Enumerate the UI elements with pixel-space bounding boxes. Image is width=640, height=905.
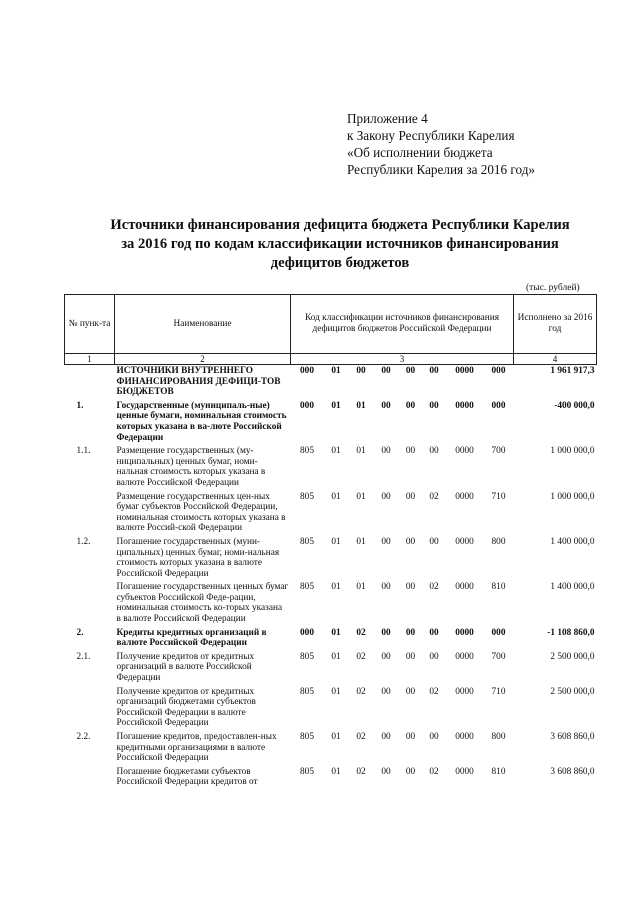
code-segment: 00 — [429, 627, 439, 638]
code-segment: 00 — [381, 627, 391, 638]
code-segment: 0000 — [455, 766, 474, 777]
code-segment: 00 — [356, 366, 366, 376]
code-segment: 0000 — [455, 582, 474, 593]
code-segment: 02 — [429, 491, 439, 502]
row-number: 1. — [76, 400, 84, 411]
row-number: 2.1. — [76, 651, 91, 662]
title-line: Источники финансирования дефицита бюджета Республики Карелия — [110, 217, 570, 233]
code-segment: 00 — [381, 536, 391, 547]
code-segment: 000 — [300, 366, 314, 376]
table-row — [65, 536, 597, 581]
table-row — [65, 581, 597, 626]
code-segment: 00 — [381, 686, 391, 697]
code-segment: 710 — [491, 491, 506, 502]
code-segment: 810 — [491, 766, 506, 777]
code-segment: 800 — [491, 732, 506, 742]
row-amount: 1 961 917,3 — [550, 366, 595, 376]
row-number: 2. — [76, 627, 84, 638]
row-name: Погашение государственных (муни-ципальных) ценных бумаг, номи-нальная стоимость которых указана в валюте Российской Федерации — [116, 536, 280, 579]
table-row — [65, 400, 597, 445]
header-code: Код классификации источников финансирования дефицитов бюджетов Российской Федерации — [291, 295, 514, 354]
appendix-block — [347, 110, 535, 178]
row-amount: 3 608 860,0 — [550, 732, 595, 742]
code-segment: 00 — [405, 366, 416, 376]
code-segment: 02 — [429, 766, 439, 777]
code-segment: 00 — [405, 400, 416, 411]
table-row — [65, 766, 597, 790]
code-segment: 00 — [429, 651, 439, 662]
table-row — [65, 365, 597, 400]
code-segment: 00 — [429, 732, 439, 742]
row-amount: 1 000 000,0 — [550, 446, 595, 457]
row-amount: 1 400 000,0 — [550, 582, 595, 593]
row-amount: -400 000,0 — [554, 400, 595, 411]
row-name: Размещение государственных (му-ниципальных) ценных бумаг, номи-нальная стоимость которых указана в валюте Российской Федерации — [116, 446, 266, 488]
code-segment: 0000 — [455, 366, 474, 376]
row-amount: -1 108 860,0 — [547, 627, 595, 638]
code-segment: 00 — [405, 536, 416, 547]
code-segment: 710 — [491, 686, 506, 697]
row-number — [65, 491, 115, 536]
code-segment: 00 — [429, 400, 439, 411]
row-amount: 3 608 860,0 — [550, 766, 595, 777]
code-segment: 00 — [381, 766, 391, 777]
code-segment: 01 — [331, 732, 341, 742]
code-segment: 805 — [300, 536, 314, 547]
column-number: 2 — [115, 354, 291, 365]
row-name: Получение кредитов от кредитных организаций в валюте Российской Федерации — [116, 651, 255, 684]
row-number: 2.2. — [76, 732, 91, 742]
code-segment: 810 — [491, 582, 506, 593]
code-segment: 00 — [405, 732, 416, 742]
appendix-line: Республики Карелия за 2016 год» — [347, 162, 536, 177]
appendix-line: к Закону Республики Карелия — [347, 128, 515, 143]
table-body — [65, 365, 597, 790]
code-segment: 02 — [356, 651, 366, 662]
code-segment: 00 — [405, 491, 416, 502]
header-num: № пунк-та — [65, 295, 115, 354]
code-segment: 000 — [491, 400, 506, 411]
row-amount: 1 000 000,0 — [550, 491, 595, 502]
code-segment: 00 — [381, 732, 391, 742]
code-segment: 01 — [331, 446, 341, 457]
code-segment: 805 — [300, 766, 314, 777]
code-segment: 01 — [356, 582, 366, 593]
code-segment: 00 — [381, 491, 391, 502]
row-name: ИСТОЧНИКИ ВНУТРЕННЕГО ФИНАНСИРОВАНИЯ ДЕФИЦИ-ТОВ БЮДЖЕТОВ — [116, 366, 281, 398]
code-segment: 0000 — [455, 732, 474, 742]
code-segment: 805 — [300, 582, 314, 593]
code-segment: 01 — [331, 536, 341, 547]
code-segment: 805 — [300, 686, 314, 697]
code-segment: 805 — [300, 651, 314, 662]
code-segment: 02 — [356, 627, 366, 638]
code-segment: 00 — [381, 400, 391, 411]
code-segment: 01 — [331, 686, 341, 697]
code-segment: 805 — [300, 446, 314, 457]
table-row — [65, 491, 597, 536]
row-number — [65, 766, 115, 790]
column-number: 1 — [65, 354, 115, 365]
row-amount: 1 400 000,0 — [550, 536, 595, 547]
code-segment: 02 — [356, 686, 366, 697]
code-segment: 0000 — [455, 627, 474, 638]
code-segment: 00 — [381, 366, 391, 376]
column-number: 4 — [514, 354, 597, 365]
code-segment: 02 — [429, 686, 439, 697]
appendix-line: Приложение 4 — [347, 111, 428, 126]
row-name: Погашение кредитов, предоставлен-ных кредитными организациями в валюте Российской Федерации — [116, 732, 277, 764]
code-segment: 0000 — [455, 491, 474, 502]
code-segment: 00 — [381, 582, 391, 593]
code-segment: 00 — [405, 446, 416, 457]
document-title — [60, 216, 620, 273]
row-name: Размещение государственных цен-ных бумаг субъектов Российской Федерации, номинальная стоимость которых указана в валюте Россий-ской Федерации — [116, 491, 286, 534]
code-segment: 700 — [491, 651, 506, 662]
code-segment: 00 — [381, 651, 391, 662]
code-segment: 00 — [429, 366, 439, 376]
code-segment: 01 — [356, 536, 366, 547]
code-segment: 000 — [300, 400, 314, 411]
code-segment: 00 — [405, 766, 416, 777]
code-segment: 000 — [491, 366, 506, 376]
code-segment: 01 — [331, 366, 341, 376]
table-row — [65, 686, 597, 731]
code-segment: 02 — [356, 732, 366, 742]
code-segment: 0000 — [455, 536, 474, 547]
row-amount: 2 500 000,0 — [550, 651, 595, 662]
code-segment: 805 — [300, 732, 314, 742]
code-segment: 0000 — [455, 400, 474, 411]
title-line: за 2016 год по кодам классификации источников финансирования — [121, 236, 559, 252]
row-name: Погашение бюджетами субъектов Российской Федерации кредитов от — [116, 766, 258, 788]
row-name: Государственные (муниципаль-ные) ценные бумаги, номинальная стоимость которых указана в ва-люте Российской Федерации — [116, 400, 287, 443]
code-segment: 01 — [331, 766, 341, 777]
row-name: Получение кредитов от кредитных организаций бюджетами субъектов Российской Федерации в валюте Российской Федерации — [116, 686, 256, 729]
code-segment: 00 — [381, 446, 391, 457]
code-segment: 01 — [356, 491, 366, 502]
code-segment: 01 — [356, 446, 366, 457]
table-row — [65, 627, 597, 651]
code-segment: 00 — [405, 686, 416, 697]
code-segment: 01 — [331, 627, 341, 638]
row-number: 1.1. — [76, 446, 91, 457]
code-segment: 01 — [331, 491, 341, 502]
header-amount: Исполнено за 2016 год — [514, 295, 597, 354]
code-segment: 700 — [491, 446, 506, 457]
row-name: Кредиты кредитных организаций в валюте Российской Федерации — [116, 627, 267, 649]
code-segment: 00 — [429, 446, 439, 457]
code-segment: 01 — [356, 400, 366, 411]
code-segment: 800 — [491, 536, 506, 547]
code-segment: 0000 — [455, 651, 474, 662]
code-segment: 00 — [429, 536, 439, 547]
code-segment: 01 — [331, 582, 341, 593]
column-number: 3 — [291, 354, 514, 365]
row-name: Погашение государственных ценных бумаг субъектов Российской Феде-рации, номинальная стоимость ко-торых указана в валюте Российской Федерации — [116, 582, 289, 625]
code-segment: 00 — [405, 582, 416, 593]
code-segment: 01 — [331, 400, 341, 411]
appendix-line: «Об исполнении бюджета — [347, 145, 493, 160]
header-name: Наименование — [115, 295, 291, 354]
row-number — [65, 686, 115, 731]
table-row — [65, 731, 597, 766]
units-label: (тыс. рублей) — [526, 283, 580, 293]
row-number — [65, 365, 115, 400]
budget-table — [64, 294, 597, 790]
code-segment: 02 — [356, 766, 366, 777]
table-row — [65, 651, 597, 686]
code-segment: 0000 — [455, 446, 474, 457]
code-segment: 00 — [405, 651, 416, 662]
code-segment: 805 — [300, 491, 314, 502]
code-segment: 000 — [491, 627, 506, 638]
code-segment: 02 — [429, 582, 439, 593]
row-amount: 2 500 000,0 — [550, 686, 595, 697]
row-number: 1.2. — [76, 536, 91, 547]
code-segment: 0000 — [455, 686, 474, 697]
title-line: дефицитов бюджетов — [270, 255, 410, 271]
table-row — [65, 445, 597, 490]
code-segment: 00 — [405, 627, 416, 638]
code-segment: 01 — [331, 651, 341, 662]
row-number — [65, 581, 115, 626]
code-segment: 000 — [300, 627, 314, 638]
